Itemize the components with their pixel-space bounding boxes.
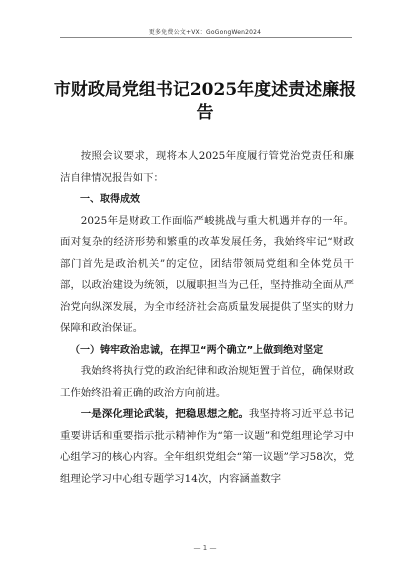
subsection-heading-1: （一）铸牢政治忠诚，在捍卫“两个确立”上做到绝对坚定	[70, 344, 324, 356]
paragraph-lead: 一是深化理论武装，把稳思想之舵。	[80, 408, 249, 420]
subsection1-paragraph-1: 我始终将执行党的政治纪律和政治规矩置于首位，确保财政工作始终沿着正确的政治方向前进。	[60, 365, 354, 399]
intro-paragraph: 按照会议要求，现将本人2025年度履行管党治党责任和廉洁自律情况报告如下：	[60, 150, 354, 184]
header-divider	[60, 37, 352, 38]
paragraph-rest: 我坚持将习近平总书记重要讲话和重要指示批示精神作为“第一议题”和党组理论学习中心组学习的核心内容。全年组织党组会“第一议题”学习58次，党组理论学习中心组专题学习14次，内容涵盖数字	[60, 408, 355, 485]
page-number: — 1 —	[193, 544, 217, 552]
section-heading-1: 一、取得成效	[80, 194, 140, 205]
document-title: 市财政局党组书记2025年度述责述廉报告	[53, 80, 357, 123]
header-text: 更多免费公文+VX：GoGongWen2024	[148, 29, 262, 36]
subsection1-paragraph-2	[60, 404, 354, 490]
document-body	[60, 146, 354, 490]
section1-paragraph: 2025年是财政工作面临严峻挑战与重大机遇并存的一年。面对复杂的经济形势和繁重的改革发展任务，我始终牢记“财政部门首先是政治机关”的定位，团结带领局党组和全体党员干部，以政治建设为统领，以履职担当为己任，坚持推动全面从严治党向纵深发展，为全市经济社会高质量发展提供了坚实的财力保障和政治保证。	[60, 214, 354, 334]
